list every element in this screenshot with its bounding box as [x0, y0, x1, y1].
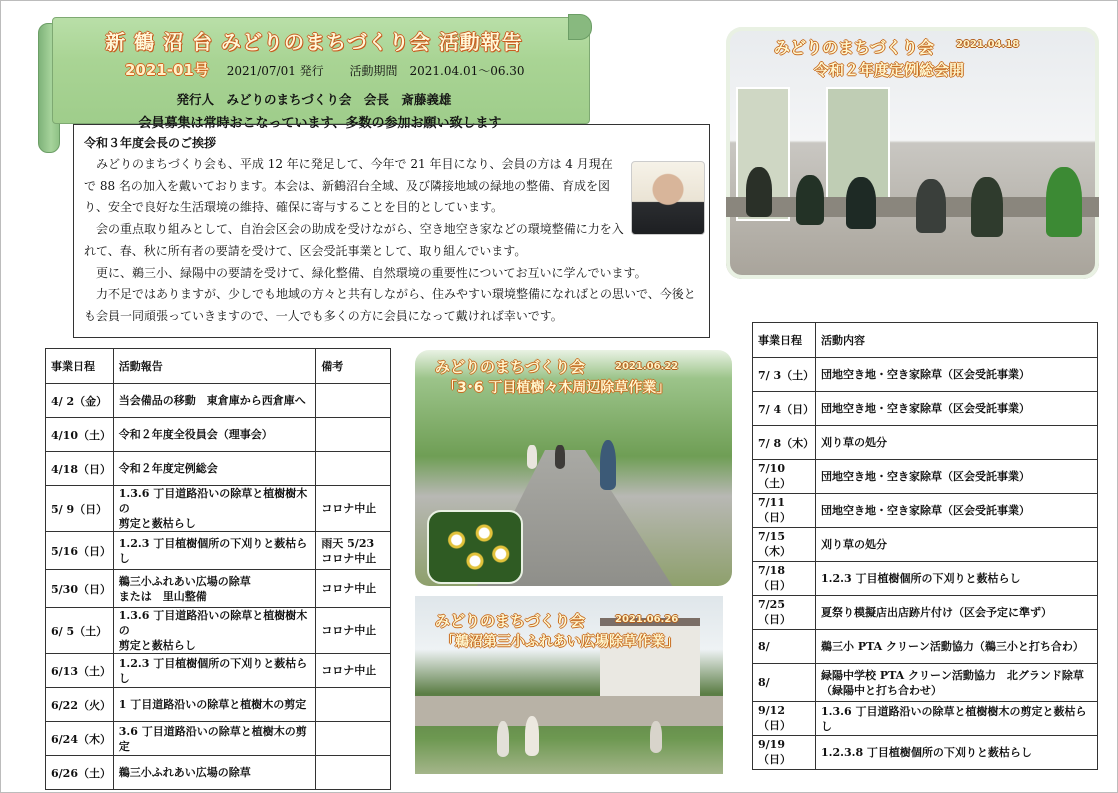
row-note	[316, 384, 391, 418]
table-row	[753, 460, 1098, 494]
table	[726, 197, 1099, 217]
row-date: 7/10（土）	[753, 460, 816, 494]
table-row	[46, 756, 391, 790]
row-activity	[113, 570, 316, 608]
greeting-paragraph: 会の重点取り組みとして、自治会区会の助成を受けながら、空き地空き家などの環境整備に力を入れて、春、秋に所有者の要請を受けて、区会受託事業として、取り組んでいます。	[84, 222, 624, 258]
photo-date: 2021.04.18	[956, 39, 1020, 50]
activity-period: 活動期間 2021.04.01～06.30	[349, 64, 525, 78]
row-date: 7/18（日）	[753, 562, 816, 596]
row-activity-line: 鵜三小ふれあい広場の除草	[118, 574, 251, 588]
row-date: 9/12（日）	[753, 702, 816, 736]
row-date: 8/	[753, 630, 816, 664]
table-row	[46, 688, 391, 722]
row-activity	[113, 688, 316, 722]
row-note-line: コロナ中止	[321, 582, 377, 595]
greeting-paragraph: みどりのまちづくり会も、平成 12 年に発足して、今年で 21 年目になり、会員の方は 4 月現在で 88 名の加入を戴いております。本会は、新鶴沼台全域、及び隣接地域の緑地の整備、育成を図り、安全で良好な生活環境の維持、確保に寄与することを目的としています。	[84, 157, 613, 215]
row-activity-line: 令和２年度定例総会	[118, 462, 218, 475]
row-note	[316, 654, 391, 688]
table-row	[46, 722, 391, 756]
row-activity	[113, 756, 316, 790]
photo-date: 2021.06.26	[615, 614, 679, 625]
row-date: 8/	[753, 664, 816, 702]
activity-plan-table	[752, 322, 1098, 770]
worker	[650, 721, 662, 753]
row-activity-line: または 里山整備	[118, 589, 207, 603]
row-activity	[816, 358, 1098, 392]
recruit-notice: 会員募集は常時おこなっています、多数の参加お願い致します	[138, 116, 502, 131]
row-activity-line: 当会備品の移動 東倉庫から西倉庫へ	[118, 394, 306, 407]
row-date: 4/ 2（金）	[46, 384, 114, 418]
row-activity-line: 1.2.3 丁目植樹個所の下刈りと薮枯らし	[118, 536, 308, 565]
general-meeting-photo	[726, 27, 1099, 279]
school-park-photo	[415, 596, 723, 774]
row-note	[316, 532, 391, 570]
table-row	[46, 418, 391, 452]
table-row	[753, 358, 1098, 392]
row-date: 4/18（日）	[46, 452, 114, 486]
photo-date: 2021.06.22	[615, 361, 679, 372]
row-activity-line: 剪定と薮枯らし	[118, 639, 196, 652]
row-activity-line: 団地空き地・空き家除草（区会受託事業）	[821, 402, 1030, 415]
row-activity	[816, 596, 1098, 630]
issue-number: 2021-01号	[125, 61, 209, 79]
row-activity-line: 1.2.3.8 丁目植樹個所の下刈りと薮枯らし	[821, 746, 1032, 759]
header-date: 事業日程	[753, 323, 816, 358]
header-activity: 活動報告	[113, 349, 316, 384]
row-date: 6/22（火）	[46, 688, 114, 722]
row-activity	[816, 494, 1098, 528]
row-activity-line: 鵜三小ふれあい広場の除草	[118, 766, 251, 779]
header-banner	[40, 17, 590, 122]
row-activity-line: 団地空き地・空き家除草（区会受託事業）	[821, 504, 1030, 517]
table-row	[753, 528, 1098, 562]
row-activity-line: 令和２年度全役員会（理事会）	[118, 428, 273, 441]
row-note-line: コロナ中止	[321, 624, 377, 637]
table-row	[46, 608, 391, 654]
row-note	[316, 608, 391, 654]
attendee	[916, 179, 946, 233]
row-activity-line: 3.6 丁目道路沿いの除草と植樹木の剪定	[118, 724, 307, 753]
row-date: 6/24（木）	[46, 722, 114, 756]
row-activity	[113, 418, 316, 452]
row-activity	[113, 654, 316, 688]
row-date: 6/13（土）	[46, 654, 114, 688]
chairman-portrait	[631, 161, 705, 235]
row-activity-line: 刈り草の処分	[821, 436, 887, 449]
row-activity	[816, 736, 1098, 770]
row-date: 4/10（土）	[46, 418, 114, 452]
row-note	[316, 486, 391, 532]
greeting-title: 令和３年度会長のご挨拶	[84, 136, 217, 150]
table-row	[46, 452, 391, 486]
table-row	[753, 426, 1098, 460]
worker	[600, 440, 616, 490]
row-activity-line: 緑陽中学校 PTA クリーン活動協力 北グランド除草	[821, 668, 1084, 682]
row-activity-line: 鵜三小 PTA クリーン活動協力（鵜三小と打ち合わ）	[821, 640, 1084, 653]
row-activity	[816, 630, 1098, 664]
row-activity-line: 団地空き地・空き家除草（区会受託事業）	[821, 470, 1030, 483]
table-row	[46, 570, 391, 608]
activity-report-table	[45, 348, 391, 790]
row-activity	[113, 722, 316, 756]
table-row	[753, 392, 1098, 426]
table-row	[46, 532, 391, 570]
attendee	[971, 177, 1003, 237]
row-activity	[816, 702, 1098, 736]
row-activity-line: 1.3.6 丁目道路沿いの除草と植樹樹木の剪定と薮枯らし	[821, 704, 1087, 733]
row-activity	[113, 384, 316, 418]
row-note	[316, 722, 391, 756]
row-activity	[816, 528, 1098, 562]
newsletter-title: 新 鶴 沼 台 みどりのまちづくり会 活動報告	[105, 30, 523, 54]
row-note-line: コロナ中止	[321, 664, 377, 677]
attendee	[846, 177, 876, 229]
row-note-line: 雨天 5/23	[321, 536, 375, 550]
row-note	[316, 418, 391, 452]
row-activity-line: 団地空き地・空き家除草（区会受託事業）	[821, 368, 1030, 381]
photo-caption: 令和２年度定例総会開	[814, 61, 965, 79]
row-date: 7/ 8（木）	[753, 426, 816, 460]
row-note	[316, 570, 391, 608]
row-activity-line: 刈り草の処分	[821, 538, 887, 551]
row-date: 7/11（日）	[753, 494, 816, 528]
table-row	[753, 596, 1098, 630]
photo-org-label: みどりのまちづくり会	[435, 612, 585, 630]
row-date: 7/ 4（日）	[753, 392, 816, 426]
row-note	[316, 452, 391, 486]
house	[600, 618, 700, 696]
header-note: 備考	[316, 349, 391, 384]
photo-caption: 「鵜沼第三小ふれあい広場除草作業」	[441, 634, 679, 650]
row-activity-line: 1 丁目道路沿いの除草と植樹木の剪定	[118, 698, 307, 711]
header-date: 事業日程	[46, 349, 114, 384]
photo-org-label: みどりのまちづくり会	[435, 358, 585, 376]
row-activity-line: 夏祭り模擬店出店跡片付け（区会予定に準ず）	[821, 606, 1052, 619]
row-date: 5/16（日）	[46, 532, 114, 570]
row-activity	[816, 460, 1098, 494]
table-row	[753, 664, 1098, 702]
row-activity-line: 1.2.3 丁目植樹個所の下刈りと薮枯らし	[821, 572, 1021, 585]
row-activity-line: 1.3.6 丁目道路沿いの除草と植樹樹木の	[118, 609, 308, 637]
attendee	[746, 167, 772, 217]
row-date: 7/ 3（土）	[753, 358, 816, 392]
row-note-line: コロナ中止	[321, 502, 377, 515]
greeting-paragraph: 更に、鵜三小、緑陽中の要請を受けて、緑化整備、自然環境の重要性についてお互いに学んでいます。	[84, 265, 647, 280]
table-row	[753, 736, 1098, 770]
row-activity-line: 剪定と薮枯らし	[118, 517, 196, 530]
header-activity: 活動内容	[816, 323, 1098, 358]
photo-org-label: みどりのまちづくり会	[774, 38, 934, 57]
publisher: 発行人 みどりのまちづくり会 会長 斎藤義雄	[176, 92, 452, 107]
table-row	[753, 630, 1098, 664]
row-date: 5/ 9（日）	[46, 486, 114, 532]
table-row	[753, 702, 1098, 736]
row-activity-line: 1.2.3 丁目植樹個所の下刈りと薮枯らし	[118, 656, 308, 685]
worker	[555, 445, 565, 469]
attendee	[1046, 167, 1082, 237]
row-activity	[113, 452, 316, 486]
worker	[527, 445, 537, 469]
fence	[415, 696, 723, 726]
row-activity	[816, 392, 1098, 426]
row-activity	[816, 664, 1098, 702]
row-date: 5/30（日）	[46, 570, 114, 608]
table-row	[46, 384, 391, 418]
row-date: 7/15（木）	[753, 528, 816, 562]
row-date: 9/19（日）	[753, 736, 816, 770]
row-activity-line: 1.3.6 丁目道路沿いの除草と植樹樹木の	[118, 487, 308, 515]
row-activity	[113, 486, 316, 532]
row-activity	[113, 532, 316, 570]
issue-date: 2021/07/01 発行	[226, 64, 324, 78]
greeting-paragraph: 力不足ではありますが、少しでも地域の方々と共有しながら、住みやすい環境整備になればとの思いで、今後とも会員一同頑張っていきますので、一人でも多くの方に会員になって戴ければ幸いです。	[84, 287, 696, 323]
row-activity-line: （緑陽中と打ち合わせ）	[821, 683, 942, 697]
row-activity	[113, 608, 316, 654]
row-note	[316, 688, 391, 722]
row-note	[316, 756, 391, 790]
attendee	[796, 175, 824, 225]
row-date: 7/25（日）	[753, 596, 816, 630]
row-note-line: コロナ中止	[321, 551, 377, 565]
table-row	[753, 562, 1098, 596]
worker	[497, 721, 509, 757]
row-activity	[816, 426, 1098, 460]
weeding-work-photo	[415, 350, 732, 586]
row-date: 6/ 5（土）	[46, 608, 114, 654]
table-row	[753, 494, 1098, 528]
worker	[525, 716, 539, 756]
table-row	[46, 654, 391, 688]
issue-line	[125, 59, 525, 80]
row-activity	[816, 562, 1098, 596]
row-date: 6/26（土）	[46, 756, 114, 790]
table-row	[46, 486, 391, 532]
flower-inset	[427, 510, 523, 584]
photo-caption: 「3･6 丁目植樹々木周辺除草作業」	[443, 380, 671, 396]
greeting-box	[73, 124, 710, 338]
